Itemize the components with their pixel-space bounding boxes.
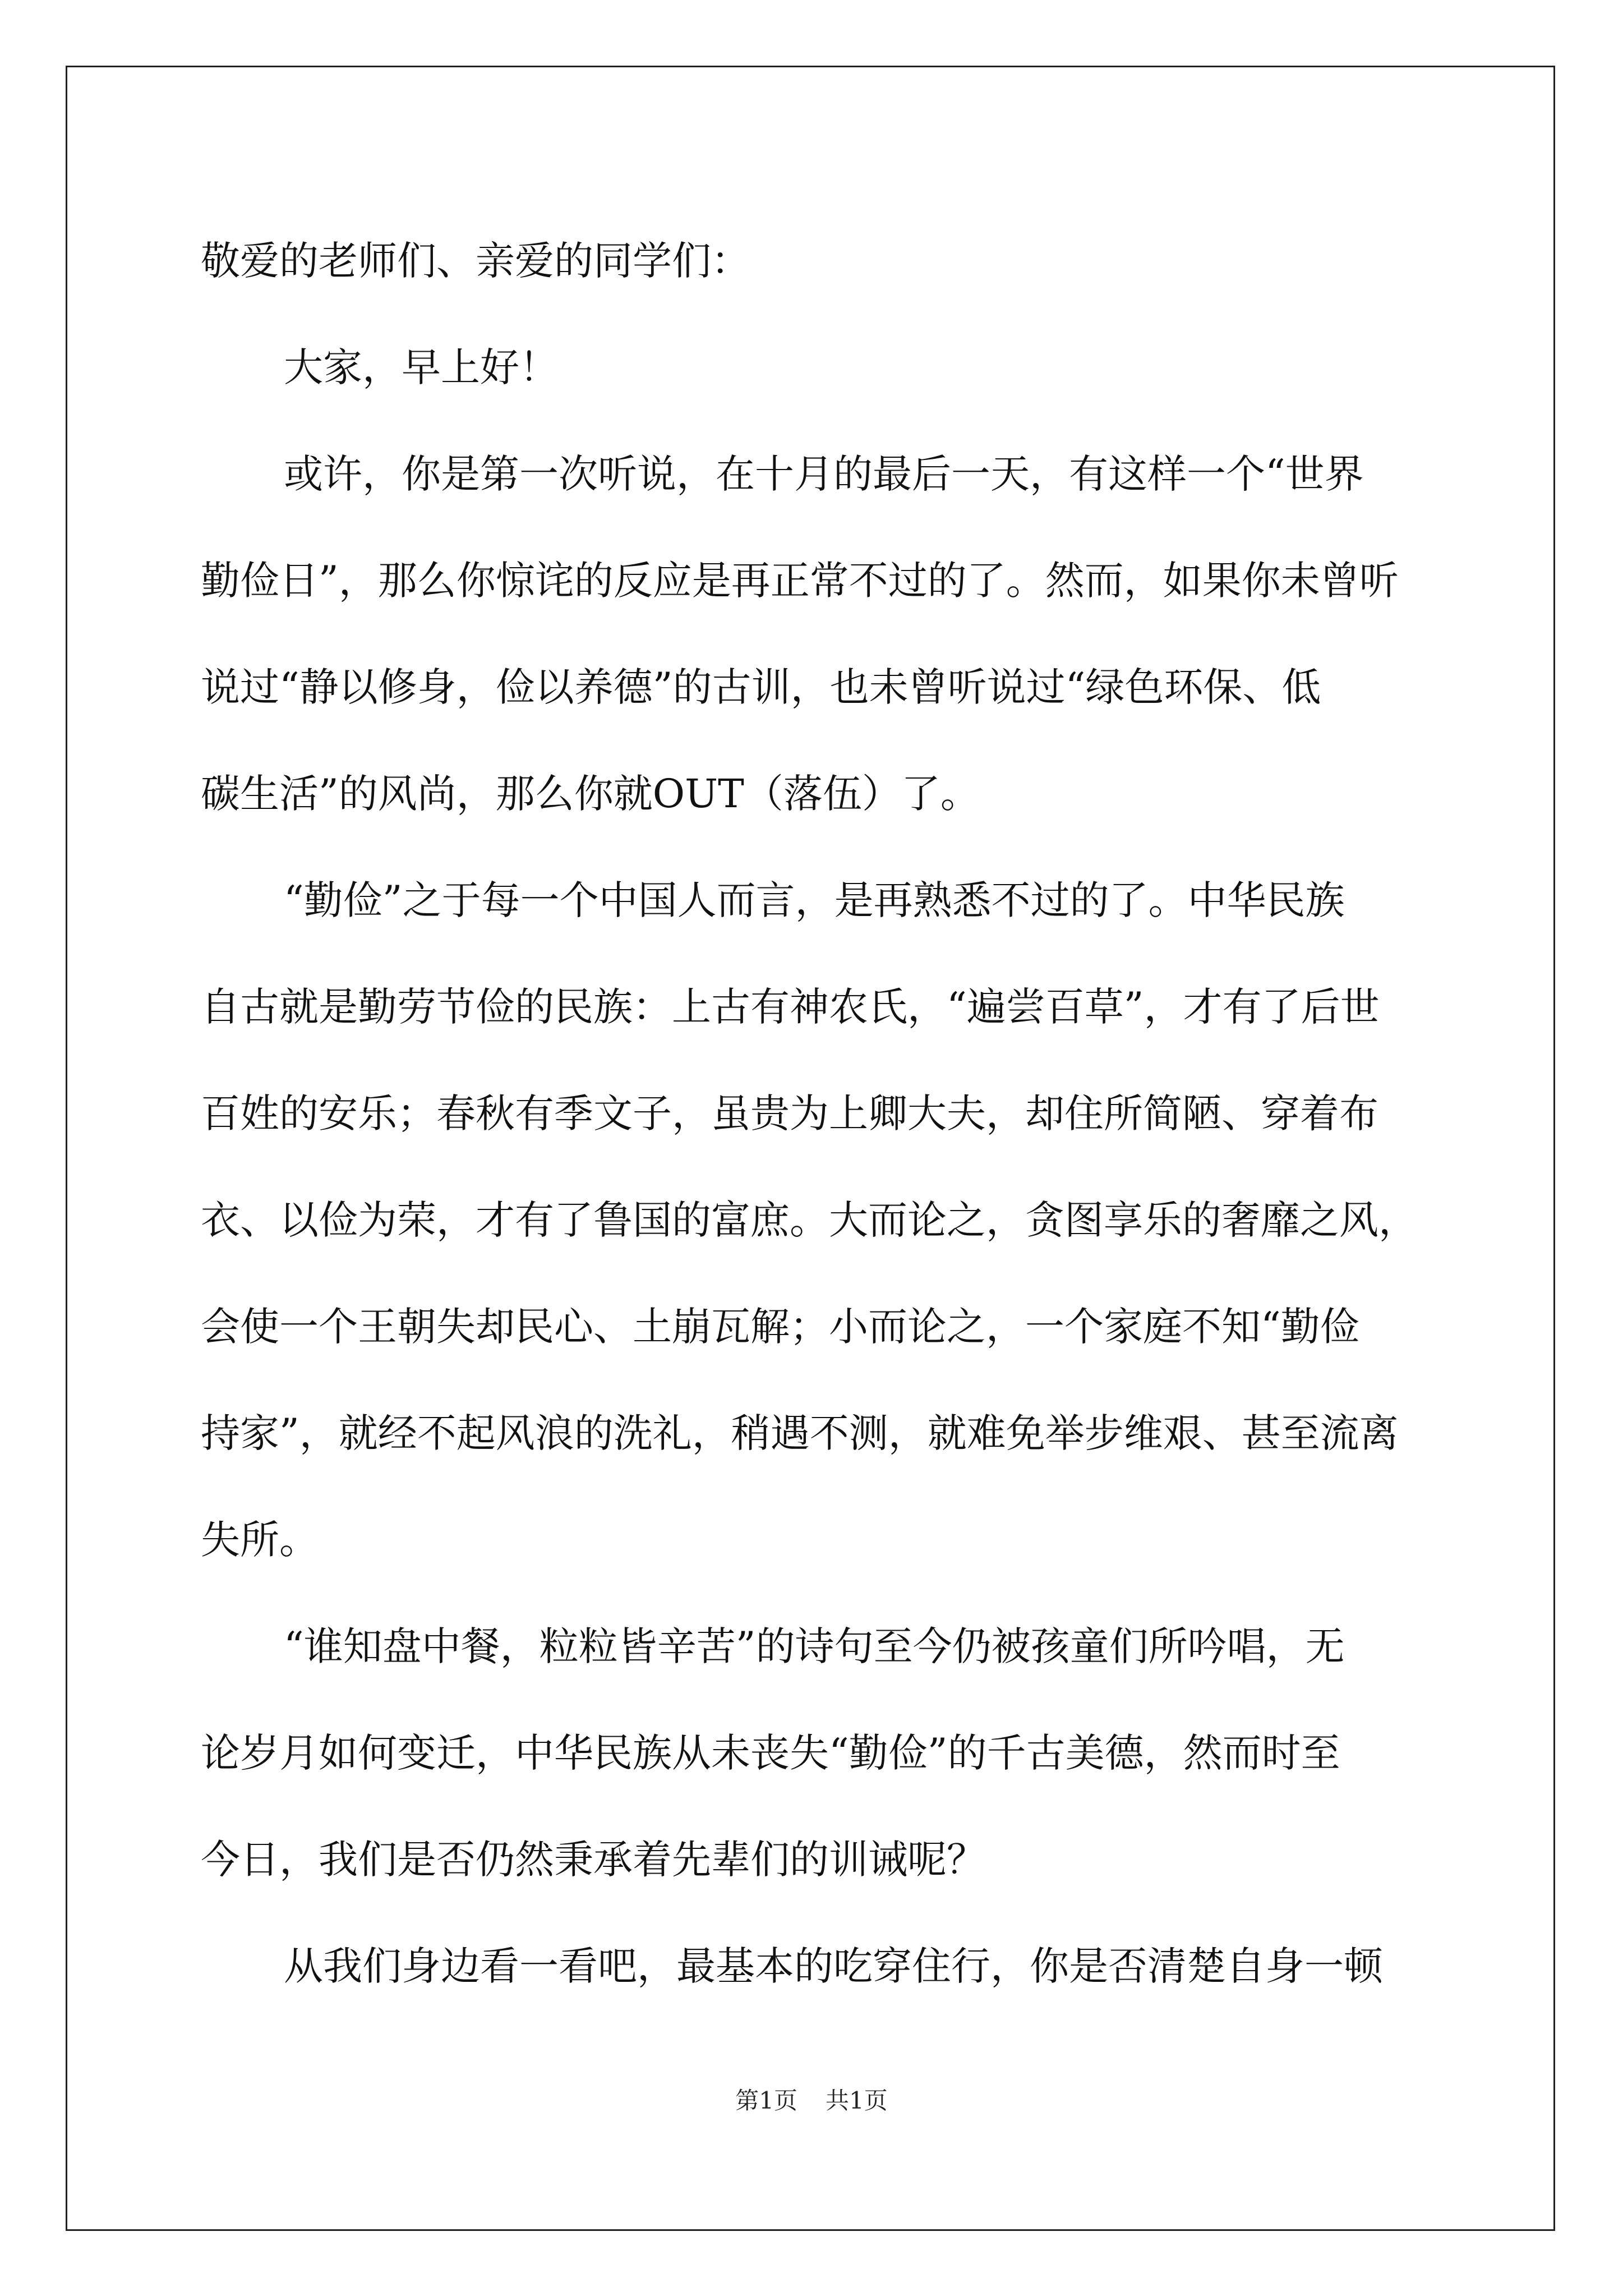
text-line: 勤俭日”，那么你惊诧的反应是再正常不过的了。然而，如果你未曾听 [201,558,1399,604]
text-line: 失所。 [201,1517,319,1563]
text-line: 衣、以俭为荣，才有了鲁国的富庶。大而论之，贪图享乐的奢靡之风， [201,1197,1418,1243]
text-line: 持家”，就经不起风浪的洗礼，稍遇不测，就难免举步维艰、甚至流离 [201,1410,1399,1456]
text-line: 百姓的安乐；春秋有季文子，虽贵为上卿大夫，却住所简陋、穿着布 [201,1091,1378,1137]
text-line: 今日，我们是否仍然秉承着先辈们的训诫呢？ [201,1837,986,1883]
page-number: 第1页 [735,2087,797,2114]
text-line: 从我们身边看一看吧，最基本的吃穿住行，你是否清楚自身一顿 [284,1943,1383,1989]
text-line: “勤俭”之于每一个中国人而言，是再熟悉不过的了。中华民族 [284,877,1345,923]
text-line: 或许，你是第一次听说，在十月的最后一天，有这样一个“世界 [284,451,1364,497]
text-line: 论岁月如何变迁，中华民族从未丧失“勤俭”的千古美德，然而时至 [201,1730,1340,1776]
text-line: 大家，早上好！ [284,344,559,390]
text-line: 会使一个王朝失却民心、土崩瓦解；小而论之，一个家庭不知“勤俭 [201,1304,1359,1350]
text-line: 敬爱的老师们、亲爱的同学们： [201,238,750,284]
page-total: 共1页 [826,2087,888,2114]
page-footer [0,2082,1623,2116]
text-line: “谁知盘中餐，粒粒皆辛苦”的诗句至今仍被孩童们所吟唱，无 [284,1623,1345,1669]
text-line: 说过“静以修身，俭以养德”的古训，也未曾听说过“绿色环保、低 [201,664,1321,710]
text-line: 碳生活”的风尚，那么你就OUT（落伍）了。 [201,771,980,817]
document-body [201,208,1446,2019]
text-line: 自古就是勤劳节俭的民族：上古有神农氏，“遍尝百草”，才有了后世 [201,984,1380,1030]
